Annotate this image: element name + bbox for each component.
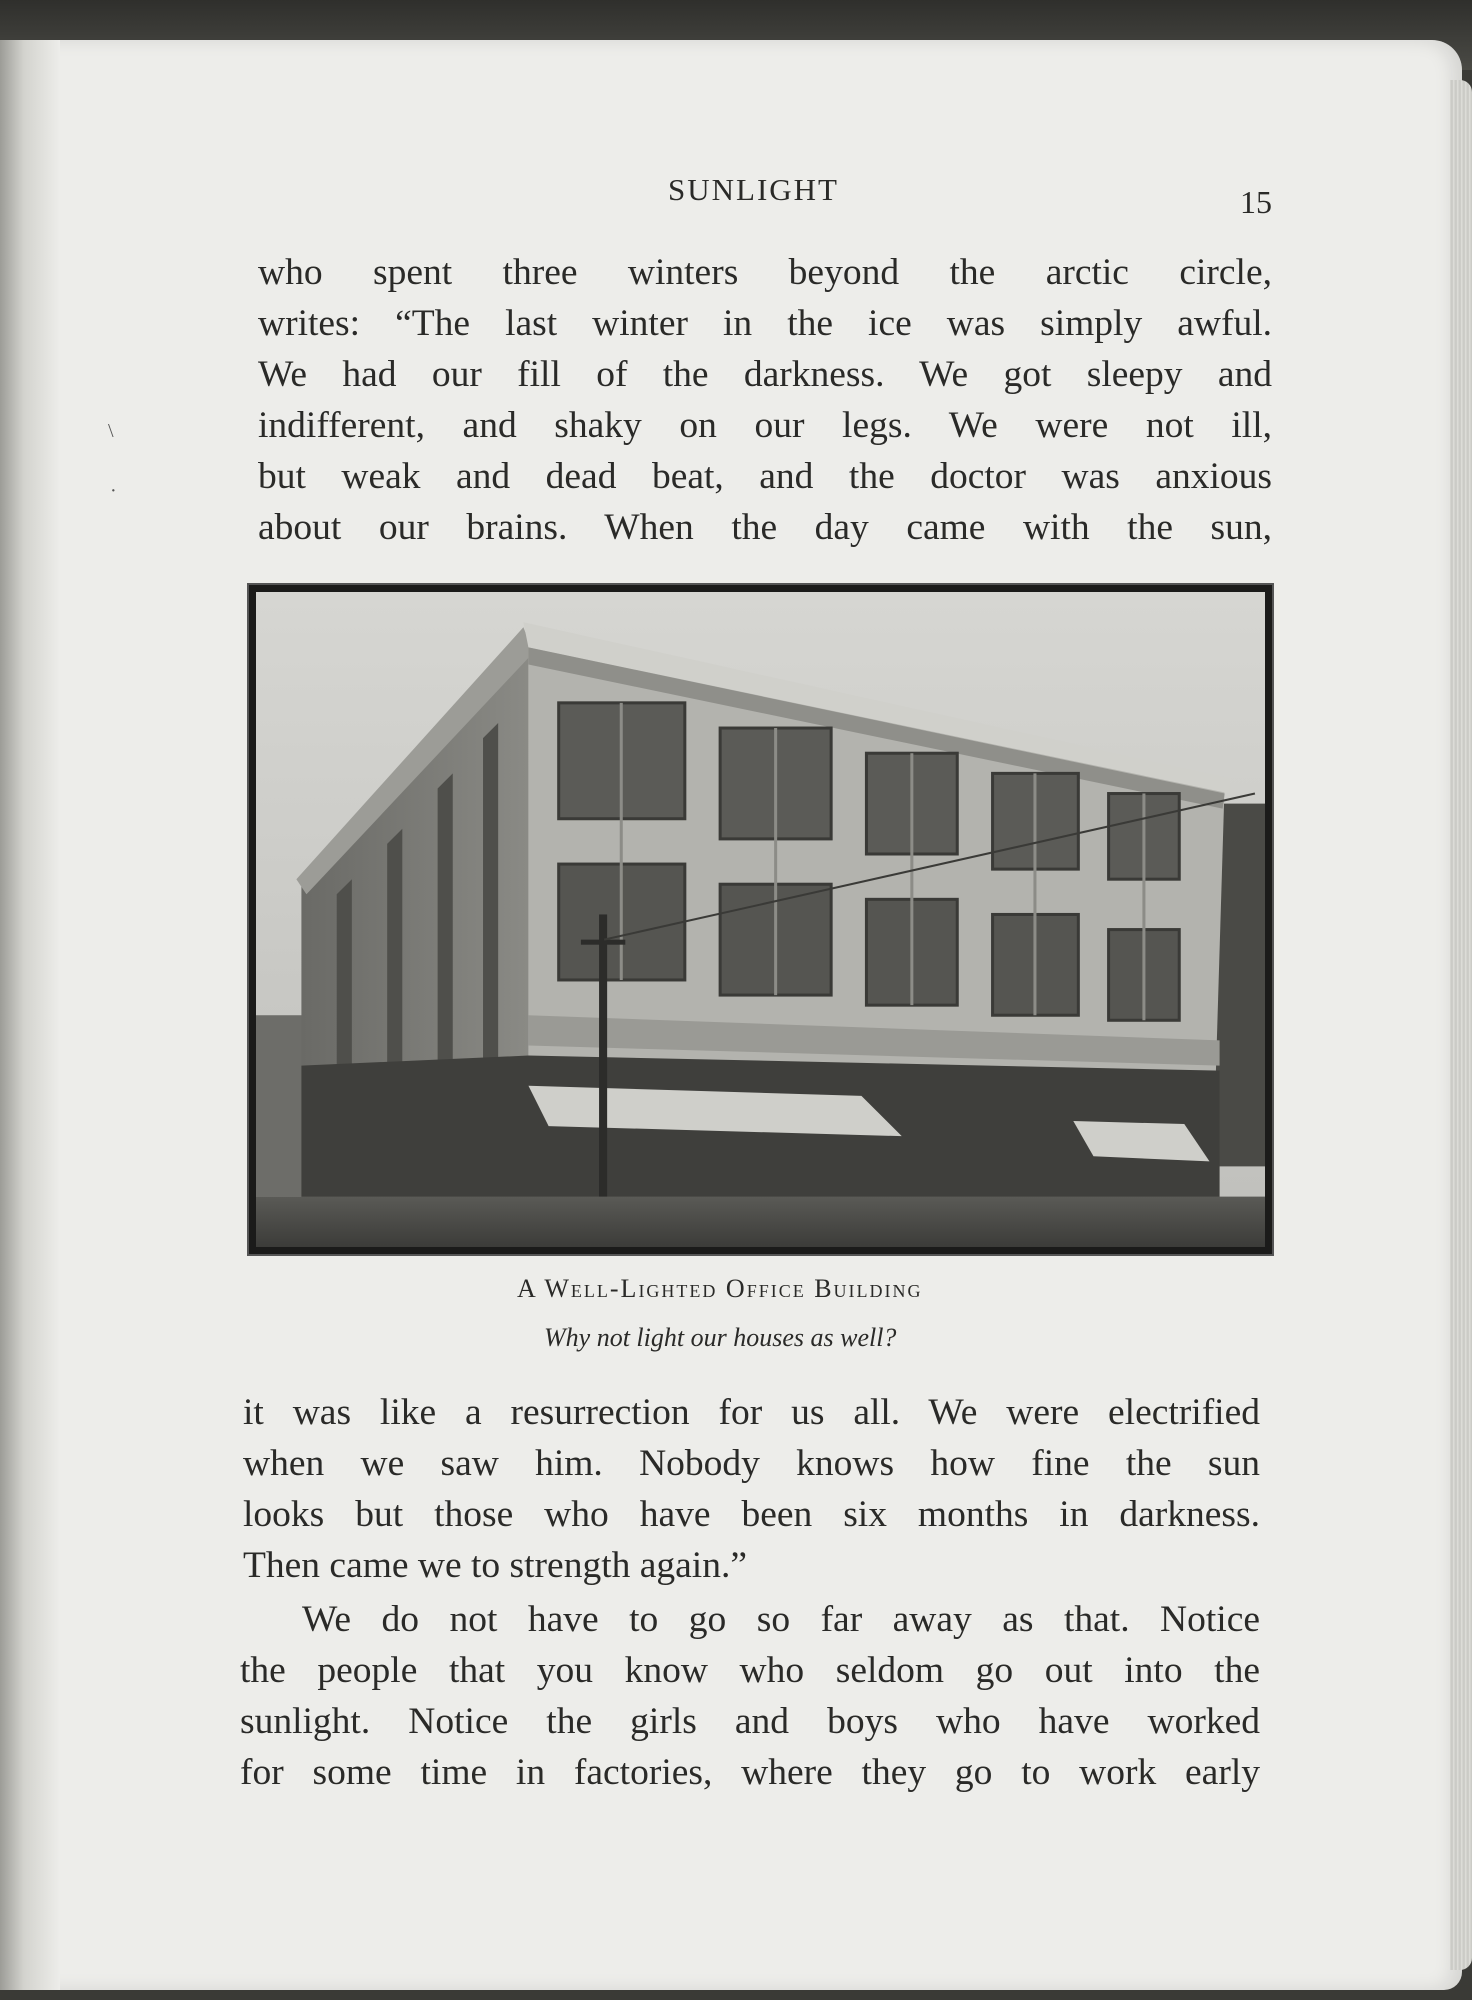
- text-line: We had our fill of the darkness. We got sleepy and: [258, 354, 1272, 395]
- text-line: for some time in factories, where they go to work early: [240, 1752, 1260, 1793]
- text-line: writes: “The last winter in the ice was simply awful.: [258, 303, 1272, 344]
- figure-caption-title: A Well-Lighted Office Building: [517, 1274, 923, 1303]
- building-illustration: [256, 592, 1265, 1247]
- page-gutter: [0, 40, 60, 1990]
- margin-mark: ·: [110, 480, 117, 502]
- office-building-photo: [247, 583, 1274, 1256]
- text-line: it was like a resurrection for us all. We were electrified: [243, 1392, 1260, 1433]
- margin-mark: \: [108, 420, 114, 442]
- text-line: Then came we to strength again.”: [243, 1545, 747, 1586]
- text-line: the people that you know who seldom go out into the: [240, 1650, 1260, 1691]
- text-line: about our brains. When the day came with the sun,: [258, 507, 1272, 548]
- page-number: 15: [1240, 184, 1272, 220]
- text-line: when we saw him. Nobody knows how fine the sun: [243, 1443, 1260, 1484]
- text-line: sunlight. Notice the girls and boys who have worked: [240, 1701, 1260, 1742]
- paragraph-3: [240, 1594, 1260, 1798]
- figure-caption-subtitle: Why not light our houses as well?: [544, 1323, 897, 1352]
- text-line: but weak and dead beat, and the doctor was anxious: [258, 456, 1272, 497]
- text-line: who spent three winters beyond the arctic circle,: [258, 252, 1272, 293]
- text-line: We do not have to go so far away as that. Notice: [302, 1599, 1260, 1640]
- text-line: looks but those who have been six months in darkness.: [243, 1494, 1260, 1535]
- paragraph-2: [243, 1387, 1260, 1591]
- page-stack-edge: [1450, 80, 1472, 1970]
- paragraph-1: [258, 247, 1272, 553]
- running-head: SUNLIGHT: [668, 172, 839, 207]
- text-line: indifferent, and shaky on our legs. We were not ill,: [258, 405, 1272, 446]
